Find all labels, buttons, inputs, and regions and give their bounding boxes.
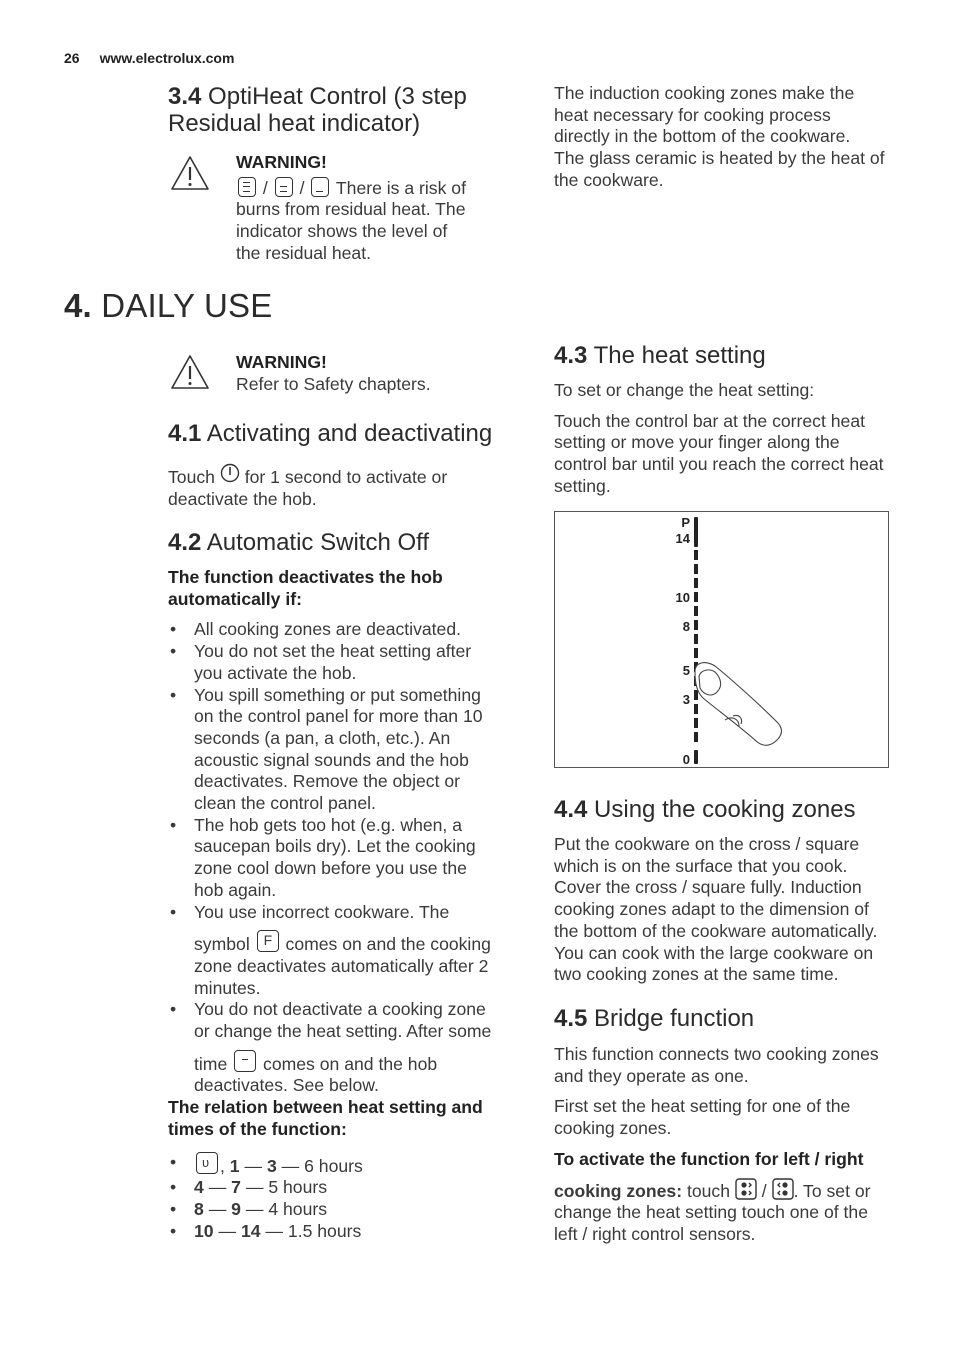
bridge-left-icon (735, 1178, 757, 1200)
section-4-1-text (168, 462, 523, 510)
activate-heading: cooking zones: (554, 1180, 683, 1201)
section-name: Bridge function (594, 1005, 755, 1032)
section-number: 4.5 (554, 1005, 588, 1032)
control-bar-segments (694, 517, 698, 764)
section-3-4-title (168, 83, 523, 137)
chapter-number: 4. (64, 287, 92, 324)
warning-text: the residual heat. (236, 242, 371, 263)
dash: — (265, 1220, 284, 1241)
comma: , (220, 1155, 225, 1176)
item-line: • You do not deactivate a cooking zone (194, 999, 486, 1020)
section-number: 4.1 (168, 420, 202, 447)
item-line: hob again. (194, 879, 277, 900)
setting-to: 3 (266, 1155, 277, 1176)
setting-from: 10 (194, 1220, 214, 1241)
warning-text: burns from residual heat. The (236, 199, 466, 220)
f-glyph: F (263, 932, 273, 949)
item-text: time (194, 1053, 228, 1074)
list-item (168, 1177, 523, 1199)
control-bar-illustration (555, 512, 888, 767)
zero-setting-icon: • ᴜ (196, 1152, 218, 1174)
section-number: 4.2 (168, 529, 202, 556)
control-bar-figure (554, 511, 889, 768)
paragraph-line: and they operate as one. (554, 1065, 749, 1086)
dash: — (245, 1177, 264, 1198)
dash: — (244, 1155, 263, 1176)
section-4-1-title (168, 420, 523, 447)
section-4-2-title (168, 529, 523, 556)
scale-label-10: 10 (675, 590, 690, 605)
setting-from: 8 (194, 1198, 204, 1219)
paragraph-line: setting or move your finger along the (554, 432, 840, 453)
page-header (64, 50, 234, 66)
item-line: deactivates. Remove the object or (194, 771, 461, 792)
scale-label-p: P (681, 515, 690, 530)
duration: 6 hours (304, 1155, 363, 1176)
chapter-title (64, 287, 272, 325)
finger-icon (695, 663, 782, 746)
scale-label-3: 3 (682, 692, 690, 707)
item-line: • You do not set the heat setting after (194, 641, 472, 662)
paragraph-line: heat necessary for cooking process (554, 104, 831, 125)
warning-icon (170, 354, 210, 390)
duration: 1.5 hours (287, 1220, 362, 1241)
section-4-4-text (554, 834, 910, 986)
section-4-5-text (554, 1044, 910, 1246)
list-item (168, 685, 523, 815)
paragraph-line: Touch the control bar at the correct heat (554, 410, 865, 431)
list-item (168, 1221, 523, 1243)
site-url: www.electrolux.com (99, 50, 235, 66)
text: for 1 second to activate or (244, 467, 448, 487)
power-icon (220, 462, 240, 484)
list-item (168, 999, 523, 1097)
setting-to: 14 (240, 1220, 261, 1241)
scale-label-5: 5 (682, 663, 690, 678)
list-item (168, 902, 523, 1000)
paragraph-line: control bar until you reach the correct heat (554, 454, 884, 475)
setting-from: 1 (229, 1155, 240, 1176)
warning-text: There is a risk of (335, 177, 466, 198)
item-text: comes on and the cooking (285, 934, 491, 955)
paragraph-line: cooking zones adapt to the dimension of (554, 899, 869, 920)
item-text: symbol (194, 934, 250, 955)
paragraph-line: Cover the cross / square fully. Induction (554, 877, 862, 898)
section-name: Activating and deactivating (206, 420, 493, 447)
section-number: 3.4 (168, 83, 202, 110)
time-relation-list (168, 1152, 523, 1243)
relation-heading: times of the function: (168, 1118, 347, 1139)
section-number: 4.4 (554, 796, 588, 823)
scale-label-0: 0 (682, 752, 690, 767)
item-line: • You spill something or put something (194, 684, 481, 705)
title-line: OptiHeat Control (3 step (208, 83, 467, 110)
warning-label: WARNING! (236, 152, 327, 172)
paragraph-line: left / right control sensors. (554, 1223, 756, 1244)
item-line: you activate the hob. (194, 662, 357, 683)
text: touch (686, 1180, 730, 1201)
residual-heat-high-icon (238, 177, 256, 197)
residual-heat-medium-icon (275, 177, 293, 197)
relation-heading: The relation between heat setting and (168, 1097, 483, 1118)
warning-text: indicator shows the level of (236, 221, 448, 242)
incorrect-cookware-f-icon (257, 930, 279, 952)
paragraph-line: which is on the surface that you cook. (554, 855, 848, 876)
section-number: 4.3 (554, 342, 588, 369)
warning-label: WARNING! (236, 352, 327, 372)
section-4-5-title (554, 1005, 910, 1032)
warning-safety (236, 352, 526, 395)
section-4-4-title (554, 796, 910, 823)
residual-heat-low-icon (311, 177, 329, 197)
paragraph-line: cooking zones. (554, 1118, 672, 1139)
text: deactivate the hob. (168, 488, 317, 509)
section-name: Automatic Switch Off (206, 529, 430, 556)
item-line: saucepan boils dry). Let the cooking (194, 836, 476, 857)
bridge-right-icon (772, 1178, 794, 1200)
list-item (168, 1199, 523, 1221)
text: Touch (168, 467, 215, 487)
item-line: zone cool down before you use the (194, 858, 467, 879)
list-item (168, 641, 523, 684)
section-4-2-body (168, 567, 523, 1242)
paragraph-line: The glass ceramic is heated by the heat of (554, 148, 885, 169)
paragraph-line: change the heat setting touch one of the (554, 1202, 868, 1223)
dash: — (208, 1177, 227, 1198)
auto-off-dash-icon (234, 1050, 256, 1072)
scale-label-14: 14 (675, 531, 690, 546)
paragraph-line: Put the cookware on the cross / square (554, 834, 860, 854)
item-line: deactivates. See below. (194, 1075, 379, 1096)
slash: / (761, 1180, 767, 1201)
item-line: minutes. (194, 977, 261, 998)
paragraph-line: This function connects two cooking zones (554, 1044, 879, 1064)
warning-icon (170, 155, 210, 191)
chapter-name: DAILY USE (101, 287, 273, 324)
paragraph-line: the cookware. (554, 169, 664, 190)
item-line: acoustic signal sounds and the hob (194, 749, 469, 770)
paragraph: To set or change the heat setting: (554, 380, 815, 400)
switch-off-conditions-list (168, 619, 523, 1097)
item-line: • You use incorrect cookware. The (194, 901, 450, 922)
dash: — (218, 1220, 237, 1241)
section-4-3-title (554, 342, 910, 369)
paragraph-line: The induction cooking zones make the (554, 83, 855, 103)
setting-to: 9 (231, 1198, 241, 1219)
item-line: or change the heat setting. After some (194, 1021, 492, 1042)
dash: — (208, 1198, 227, 1219)
list-item (168, 1152, 523, 1178)
induction-intro (554, 83, 910, 192)
paragraph-line: two cooking zones at the same time. (554, 964, 839, 985)
dash: — (245, 1198, 264, 1219)
section-4-3-text (554, 380, 910, 498)
warning-residual-heat (236, 152, 526, 265)
paragraph-line: First set the heat setting for one of the (554, 1096, 851, 1117)
lead-text: The function deactivates the hob (168, 567, 443, 587)
section-name: Using the cooking zones (594, 796, 856, 823)
paragraph-line: directly in the bottom of the cookware. (554, 126, 851, 147)
paragraph-line: the bottom of the cookware automatically. (554, 920, 878, 941)
item-line: • All cooking zones are deactivated. (194, 619, 461, 640)
section-name: The heat setting (593, 342, 766, 369)
item-line: seconds (a pan, a cloth, etc.). An (194, 727, 451, 748)
title-line: Residual heat indicator) (168, 110, 421, 137)
page-number: 26 (64, 50, 80, 66)
scale-label-8: 8 (682, 619, 690, 634)
list-item (168, 815, 523, 902)
setting-from: 4 (194, 1177, 204, 1198)
activate-heading: To activate the function for left / right (554, 1148, 864, 1169)
slash: / (262, 177, 268, 198)
item-line: • The hob gets too hot (e.g. when, a (194, 814, 462, 835)
slash: / (299, 177, 305, 198)
list-item (168, 619, 523, 641)
text: . To set or (793, 1180, 871, 1201)
warning-text: Refer to Safety chapters. (236, 373, 431, 394)
item-line: zone deactivates automatically after 2 (194, 955, 489, 976)
item-line: clean the control panel. (194, 793, 376, 814)
lead-text: automatically if: (168, 588, 302, 609)
setting-to: 7 (231, 1177, 241, 1198)
duration: 4 hours (268, 1198, 328, 1219)
duration: 5 hours (268, 1177, 328, 1198)
dash: — (281, 1155, 300, 1176)
item-line: on the control panel for more than 10 (194, 706, 483, 727)
paragraph-line: setting. (554, 475, 611, 496)
paragraph-line: You can cook with the large cookware on (554, 942, 874, 963)
item-text: comes on and the hob (263, 1053, 438, 1074)
